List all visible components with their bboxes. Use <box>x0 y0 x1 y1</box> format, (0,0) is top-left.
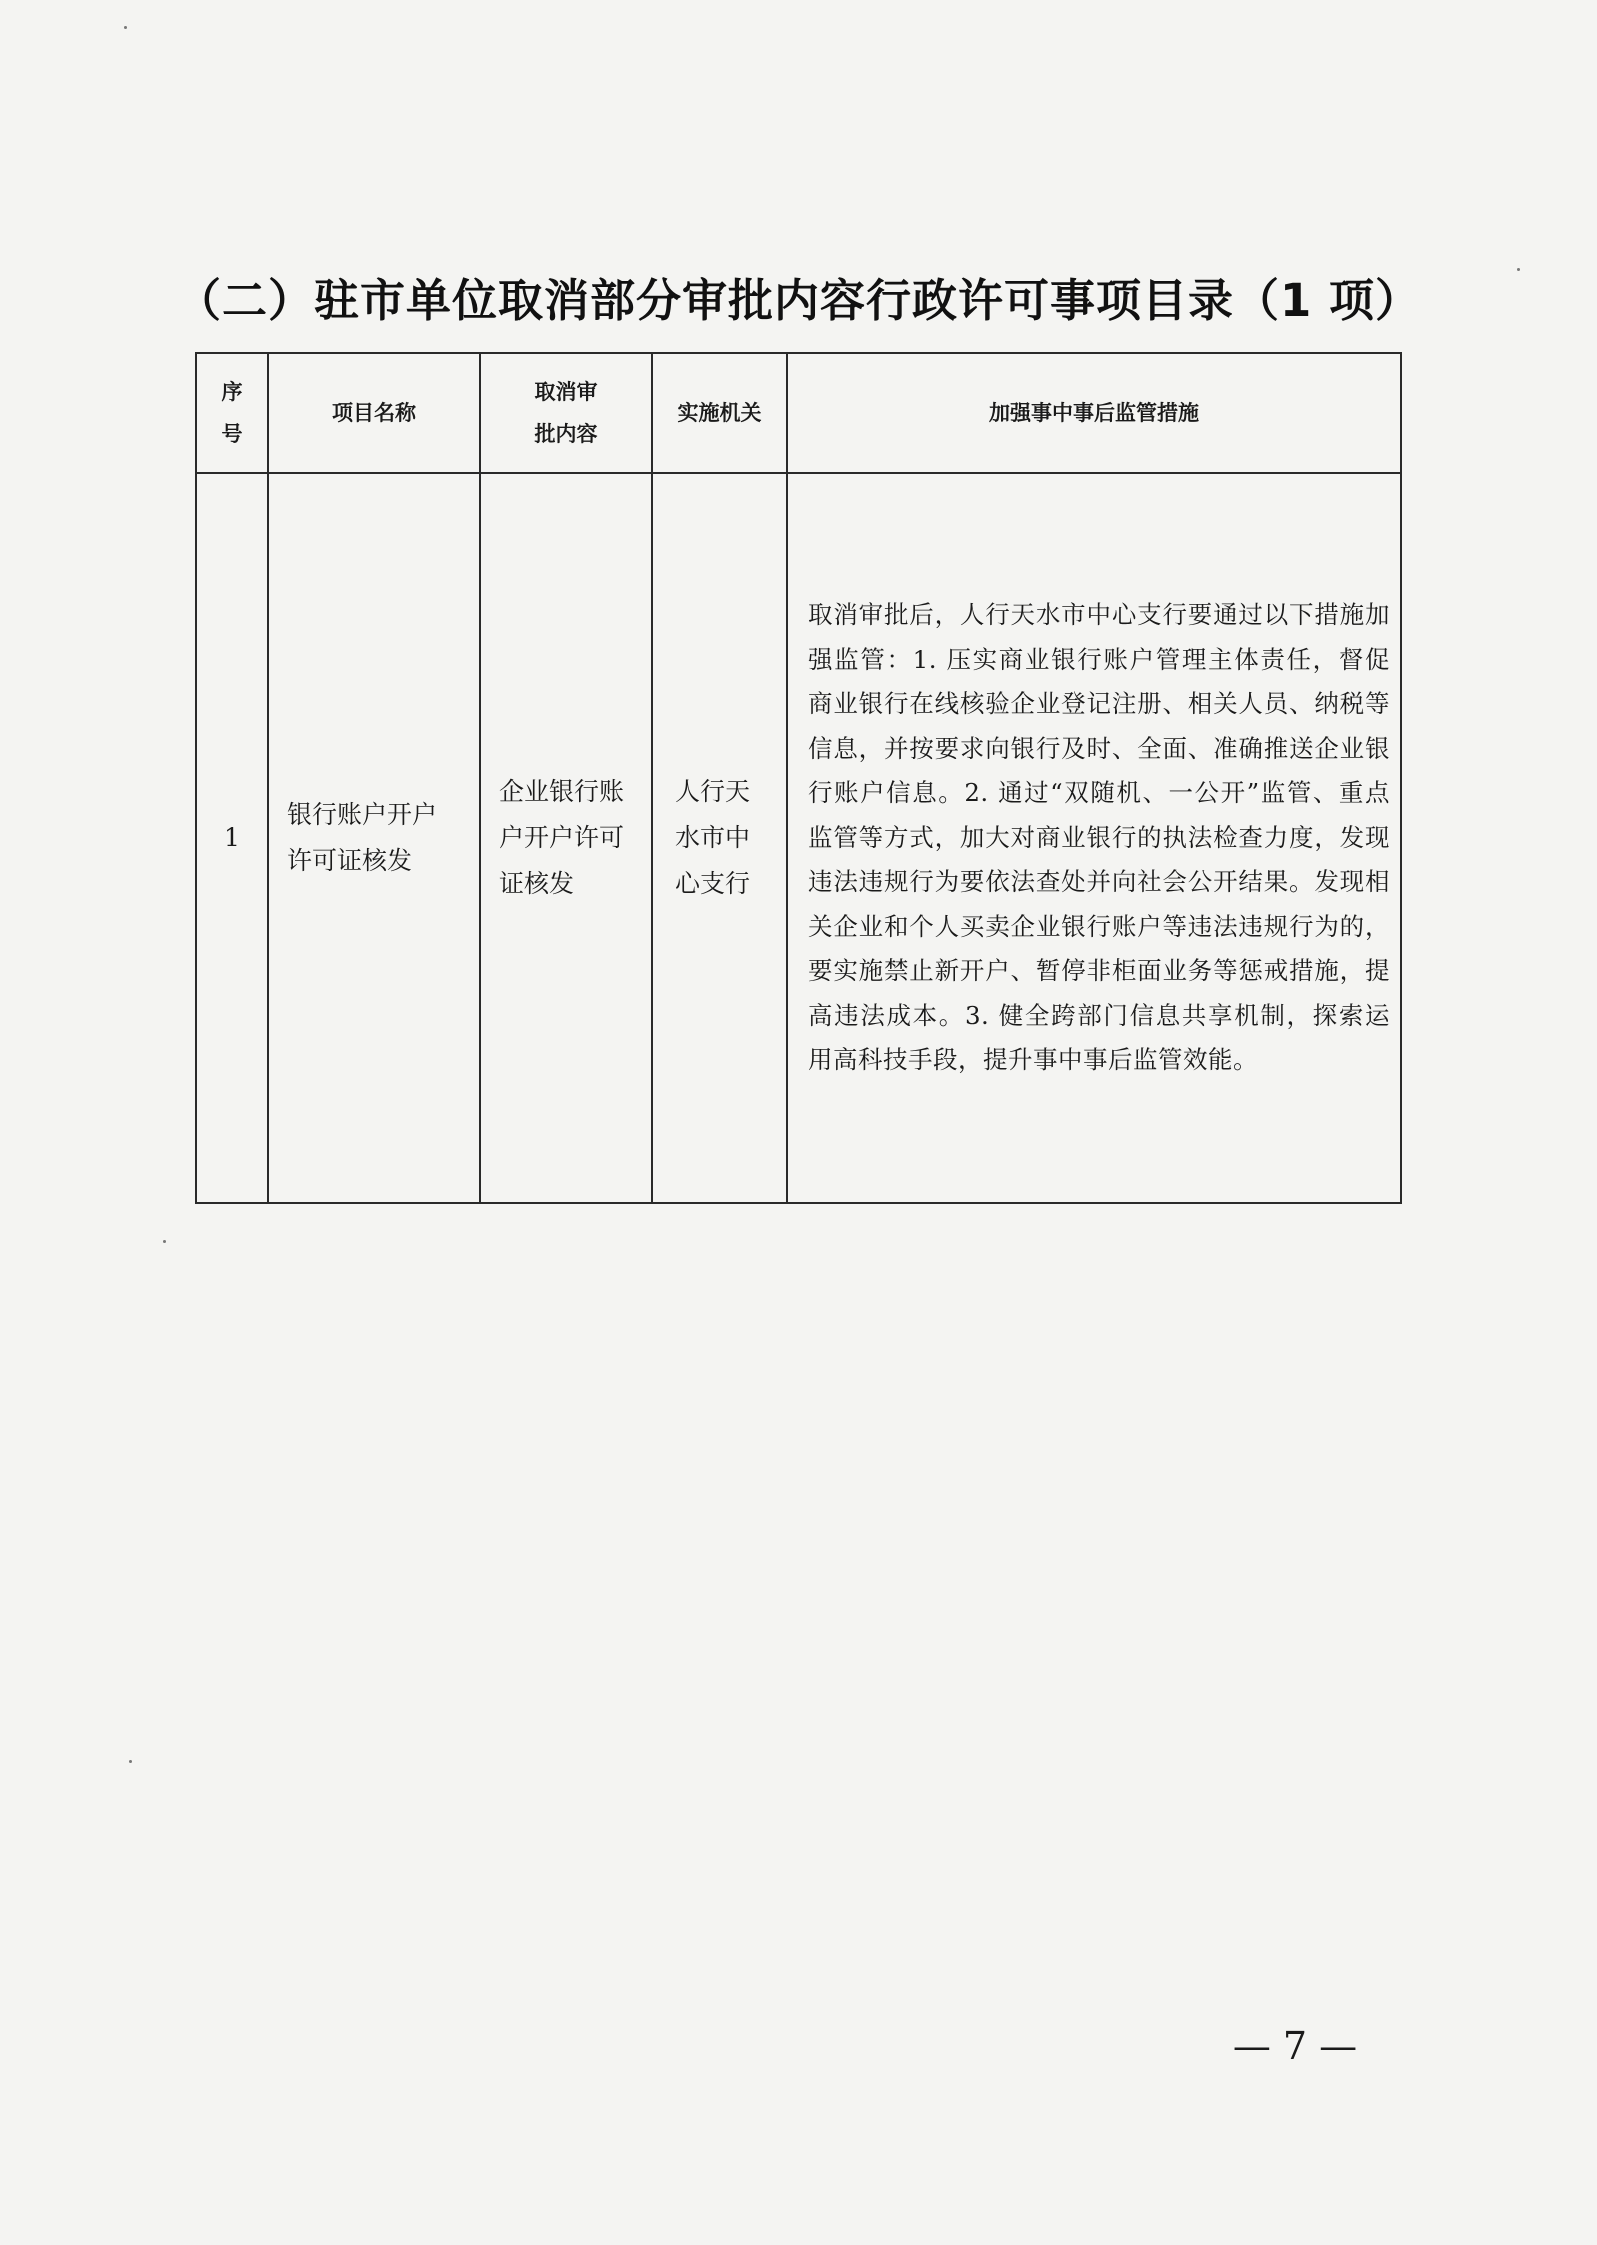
row-cancelled-content-cell <box>480 473 652 1203</box>
scan-speck <box>163 1240 166 1243</box>
scan-speck <box>1517 268 1520 271</box>
header-seq <box>196 353 268 473</box>
header-seq-label: 序 号 <box>221 380 243 446</box>
header-cancelled-content <box>480 353 652 473</box>
header-item-name-label: 项目名称 <box>332 401 416 425</box>
row-measures: 取消审批后，人行天水市中心支行要通过以下措施加强监管：1. 压实商业银行账户管理主体责任，督促商业银行在线核验企业登记注册、相关人员、纳税等信息，并按要求向银行及时、全面、准确推送企业银行账户信息。2. 通过“双随机、一公开”监管、重点监管等方式，加大对商业银行的执法检查力度，发现违法违规行为要依法查处并向社会公开结果。发现相关企业和个人买卖企业银行账户等违法违规行为的，要实施禁止新开户、暂停非柜面业务等惩戒措施，提高违法成本。3. 健全跨部门信息共享机制，探索运用高科技手段，提升事中事后监管效能。 <box>808 600 1390 1075</box>
scan-speck <box>124 26 127 29</box>
approval-items-table <box>195 352 1402 1204</box>
header-agency <box>652 353 787 473</box>
scan-speck <box>129 1760 132 1763</box>
header-measures <box>787 353 1401 473</box>
row-measures-cell <box>787 473 1401 1203</box>
row-item-name-cell <box>268 473 480 1203</box>
table-row <box>196 473 1401 1203</box>
row-seq: 1 <box>196 473 268 1203</box>
page-title: （二）驻市单位取消部分审批内容行政许可事项目录（1 项） <box>176 274 1421 327</box>
row-agency: 人行天水市中心支行 <box>675 777 751 898</box>
row-item-name: 银行账户开户许可证核发 <box>287 800 438 875</box>
header-agency-label: 实施机关 <box>677 401 762 425</box>
row-agency-cell <box>652 473 787 1203</box>
table-header-row <box>196 353 1401 473</box>
header-measures-label: 加强事中事后监管措施 <box>989 401 1199 425</box>
page-number: — 7 — <box>1232 2024 1358 2068</box>
header-item-name <box>268 353 480 473</box>
row-cancelled-content: 企业银行账户开户许可证核发 <box>499 777 625 898</box>
header-cancelled-content-label: 取消审 批内容 <box>534 380 598 446</box>
